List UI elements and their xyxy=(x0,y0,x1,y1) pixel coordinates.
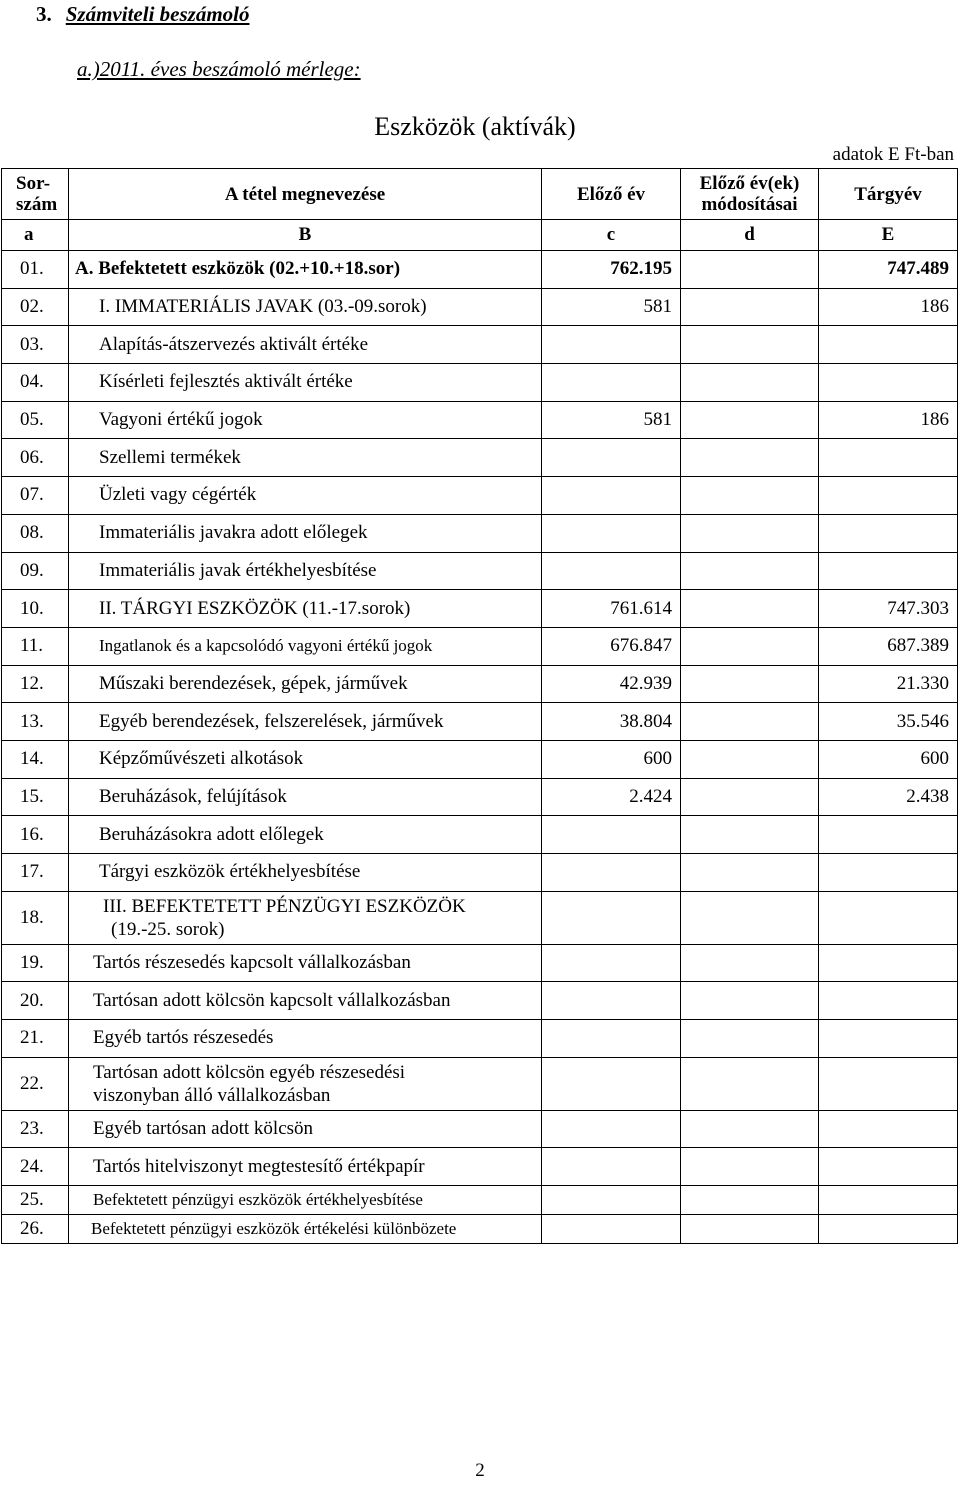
row-mod xyxy=(681,288,819,326)
header-name: A tétel megnevezése xyxy=(69,169,542,220)
row-cur: 2.438 xyxy=(819,778,958,816)
row-mod xyxy=(681,740,819,778)
table-row xyxy=(2,740,958,778)
row-prev xyxy=(542,982,681,1020)
row-mod xyxy=(681,665,819,703)
table-row xyxy=(2,816,958,854)
row-mod xyxy=(681,854,819,892)
row-cur xyxy=(819,1110,958,1148)
row-prev xyxy=(542,816,681,854)
table-row xyxy=(2,982,958,1020)
row-name: Befektetett pénzügyi eszközök értékelési különbözete xyxy=(69,1215,542,1244)
section-heading xyxy=(36,2,250,27)
row-number: 02. xyxy=(2,288,69,326)
row-number: 24. xyxy=(2,1148,69,1186)
row-number: 15. xyxy=(2,778,69,816)
row-cur xyxy=(819,854,958,892)
row-mod xyxy=(681,816,819,854)
row-name: I. IMMATERIÁLIS JAVAK (03.-09.sorok) xyxy=(69,288,542,326)
row-cur xyxy=(819,514,958,552)
row-prev: 762.195 xyxy=(542,251,681,289)
row-name: Beruházások, felújítások xyxy=(69,778,542,816)
table-row xyxy=(2,627,958,665)
row-number: 13. xyxy=(2,703,69,741)
subheading: a.)2011. éves beszámoló mérlege: xyxy=(77,57,361,81)
row-number: 19. xyxy=(2,944,69,982)
row-name: Befektetett pénzügyi eszközök értékhelyesbítése xyxy=(69,1186,542,1215)
row-prev xyxy=(542,1148,681,1186)
row-name: Képzőművészeti alkotások xyxy=(69,740,542,778)
row-name: II. TÁRGYI ESZKÖZÖK (11.-17.sorok) xyxy=(69,590,542,628)
row-prev: 581 xyxy=(542,401,681,439)
header-prev: Előző év xyxy=(542,169,681,220)
row-prev xyxy=(542,552,681,590)
row-mod xyxy=(681,439,819,477)
table-row xyxy=(2,1057,958,1110)
row-name: Tartós hitelviszonyt megtestesítő értékpapír xyxy=(69,1148,542,1186)
table-row xyxy=(2,1148,958,1186)
row-mod xyxy=(681,364,819,402)
row-name: Ingatlanok és a kapcsolódó vagyoni értékű jogok xyxy=(69,627,542,665)
row-mod xyxy=(681,590,819,628)
row-prev xyxy=(542,439,681,477)
row-name: Egyéb tartósan adott kölcsön xyxy=(69,1110,542,1148)
row-prev xyxy=(542,944,681,982)
table-row xyxy=(2,552,958,590)
row-number: 11. xyxy=(2,627,69,665)
table-row xyxy=(2,514,958,552)
row-name: A. Befektetett eszközök (02.+10.+18.sor) xyxy=(69,251,542,289)
row-number: 21. xyxy=(2,1020,69,1058)
row-name: Immateriális javak értékhelyesbítése xyxy=(69,552,542,590)
header-cur: Tárgyév xyxy=(819,169,958,220)
table-row xyxy=(2,1186,958,1215)
table-row xyxy=(2,401,958,439)
table-row xyxy=(2,251,958,289)
row-cur xyxy=(819,326,958,364)
row-number: 20. xyxy=(2,982,69,1020)
row-cur xyxy=(819,816,958,854)
row-cur xyxy=(819,439,958,477)
row-name-line1: III. BEFEKTETETT PÉNZÜGYI ESZKÖZÖK xyxy=(103,895,466,917)
row-mod xyxy=(681,1215,819,1244)
table-title: Eszközök (aktívák) xyxy=(374,112,576,141)
row-cur xyxy=(819,1020,958,1058)
row-cur: 687.389 xyxy=(819,627,958,665)
row-number: 17. xyxy=(2,854,69,892)
row-prev: 38.804 xyxy=(542,703,681,741)
row-number: 07. xyxy=(2,477,69,515)
row-name-line2: (19.-25. sorok) xyxy=(111,918,225,940)
row-number: 12. xyxy=(2,665,69,703)
row-mod xyxy=(681,891,819,944)
row-name: Vagyoni értékű jogok xyxy=(69,401,542,439)
row-prev xyxy=(542,891,681,944)
row-name xyxy=(69,1057,542,1110)
row-mod xyxy=(681,1110,819,1148)
table-row xyxy=(2,854,958,892)
table-row xyxy=(2,891,958,944)
row-number: 22. xyxy=(2,1057,69,1110)
table-row xyxy=(2,326,958,364)
row-number: 23. xyxy=(2,1110,69,1148)
row-number: 18. xyxy=(2,891,69,944)
table-row xyxy=(2,778,958,816)
table-row xyxy=(2,1110,958,1148)
row-number: 25. xyxy=(2,1186,69,1215)
header-row xyxy=(2,169,958,220)
row-prev xyxy=(542,1020,681,1058)
row-cur xyxy=(819,982,958,1020)
row-number: 06. xyxy=(2,439,69,477)
row-cur xyxy=(819,1186,958,1215)
row-number: 26. xyxy=(2,1215,69,1244)
row-cur xyxy=(819,944,958,982)
table-row xyxy=(2,1215,958,1244)
row-name: Műszaki berendezések, gépek, járművek xyxy=(69,665,542,703)
row-mod xyxy=(681,401,819,439)
page-number: 2 xyxy=(475,1460,485,1481)
row-number: 01. xyxy=(2,251,69,289)
row-mod xyxy=(681,1020,819,1058)
row-prev: 761.614 xyxy=(542,590,681,628)
row-prev xyxy=(542,1057,681,1110)
row-name: Tárgyi eszközök értékhelyesbítése xyxy=(69,854,542,892)
row-number: 16. xyxy=(2,816,69,854)
row-cur: 747.489 xyxy=(819,251,958,289)
row-number: 14. xyxy=(2,740,69,778)
code-b: B xyxy=(69,220,542,251)
row-mod xyxy=(681,251,819,289)
table-row xyxy=(2,944,958,982)
row-prev xyxy=(542,1215,681,1244)
section-title: Számviteli beszámoló xyxy=(65,2,250,26)
row-mod xyxy=(681,778,819,816)
row-name: Egyéb berendezések, felszerelések, járművek xyxy=(69,703,542,741)
row-mod xyxy=(681,552,819,590)
table-row xyxy=(2,1020,958,1058)
row-mod xyxy=(681,1148,819,1186)
row-cur: 600 xyxy=(819,740,958,778)
code-d: d xyxy=(681,220,819,251)
row-prev: 2.424 xyxy=(542,778,681,816)
table-row xyxy=(2,364,958,402)
unit-note: adatok E Ft-ban xyxy=(832,144,954,165)
row-cur: 747.303 xyxy=(819,590,958,628)
row-cur xyxy=(819,364,958,402)
row-prev: 600 xyxy=(542,740,681,778)
code-c: c xyxy=(542,220,681,251)
row-name: Beruházásokra adott előlegek xyxy=(69,816,542,854)
row-mod xyxy=(681,514,819,552)
row-prev: 676.847 xyxy=(542,627,681,665)
table-row xyxy=(2,288,958,326)
code-e: E xyxy=(819,220,958,251)
row-prev xyxy=(542,326,681,364)
row-name: Alapítás-átszervezés aktivált értéke xyxy=(69,326,542,364)
row-number: 04. xyxy=(2,364,69,402)
row-prev xyxy=(542,364,681,402)
section-number: 3. xyxy=(36,2,52,26)
row-name: Immateriális javakra adott előlegek xyxy=(69,514,542,552)
table-row xyxy=(2,439,958,477)
row-mod xyxy=(681,1057,819,1110)
row-cur xyxy=(819,477,958,515)
row-mod xyxy=(681,326,819,364)
row-prev: 42.939 xyxy=(542,665,681,703)
row-number: 05. xyxy=(2,401,69,439)
row-cur xyxy=(819,891,958,944)
row-cur: 186 xyxy=(819,401,958,439)
row-mod xyxy=(681,477,819,515)
row-cur xyxy=(819,1057,958,1110)
row-prev xyxy=(542,1110,681,1148)
row-mod xyxy=(681,1186,819,1215)
row-number: 03. xyxy=(2,326,69,364)
row-cur: 35.546 xyxy=(819,703,958,741)
row-prev xyxy=(542,854,681,892)
row-name-line1: Tartósan adott kölcsön egyéb részesedési xyxy=(93,1061,406,1083)
row-name: Üzleti vagy cégérték xyxy=(69,477,542,515)
row-prev: 581 xyxy=(542,288,681,326)
row-number: 08. xyxy=(2,514,69,552)
row-mod xyxy=(681,944,819,982)
row-cur: 21.330 xyxy=(819,665,958,703)
balance-sheet-table xyxy=(1,168,958,1244)
row-name: Tartós részesedés kapcsolt vállalkozásban xyxy=(69,944,542,982)
row-name: Egyéb tartós részesedés xyxy=(69,1020,542,1058)
row-name: Szellemi termékek xyxy=(69,439,542,477)
table-row xyxy=(2,665,958,703)
row-number: 10. xyxy=(2,590,69,628)
row-name: Kísérleti fejlesztés aktivált értéke xyxy=(69,364,542,402)
table-row xyxy=(2,590,958,628)
row-name xyxy=(69,891,542,944)
row-name-line2: viszonyban álló vállalkozásban xyxy=(93,1084,331,1106)
row-cur xyxy=(819,552,958,590)
table-row xyxy=(2,703,958,741)
row-prev xyxy=(542,514,681,552)
table-row xyxy=(2,477,958,515)
row-cur xyxy=(819,1148,958,1186)
row-name: Tartósan adott kölcsön kapcsolt vállalkozásban xyxy=(69,982,542,1020)
header-sorszam: Sor- szám xyxy=(2,169,69,220)
column-code-row xyxy=(2,220,958,251)
row-prev xyxy=(542,1186,681,1215)
code-a: a xyxy=(2,220,69,251)
row-mod xyxy=(681,703,819,741)
row-mod xyxy=(681,982,819,1020)
header-mod: Előző év(ek) módosításai xyxy=(681,169,819,220)
row-cur: 186 xyxy=(819,288,958,326)
row-prev xyxy=(542,477,681,515)
row-cur xyxy=(819,1215,958,1244)
row-number: 09. xyxy=(2,552,69,590)
row-mod xyxy=(681,627,819,665)
